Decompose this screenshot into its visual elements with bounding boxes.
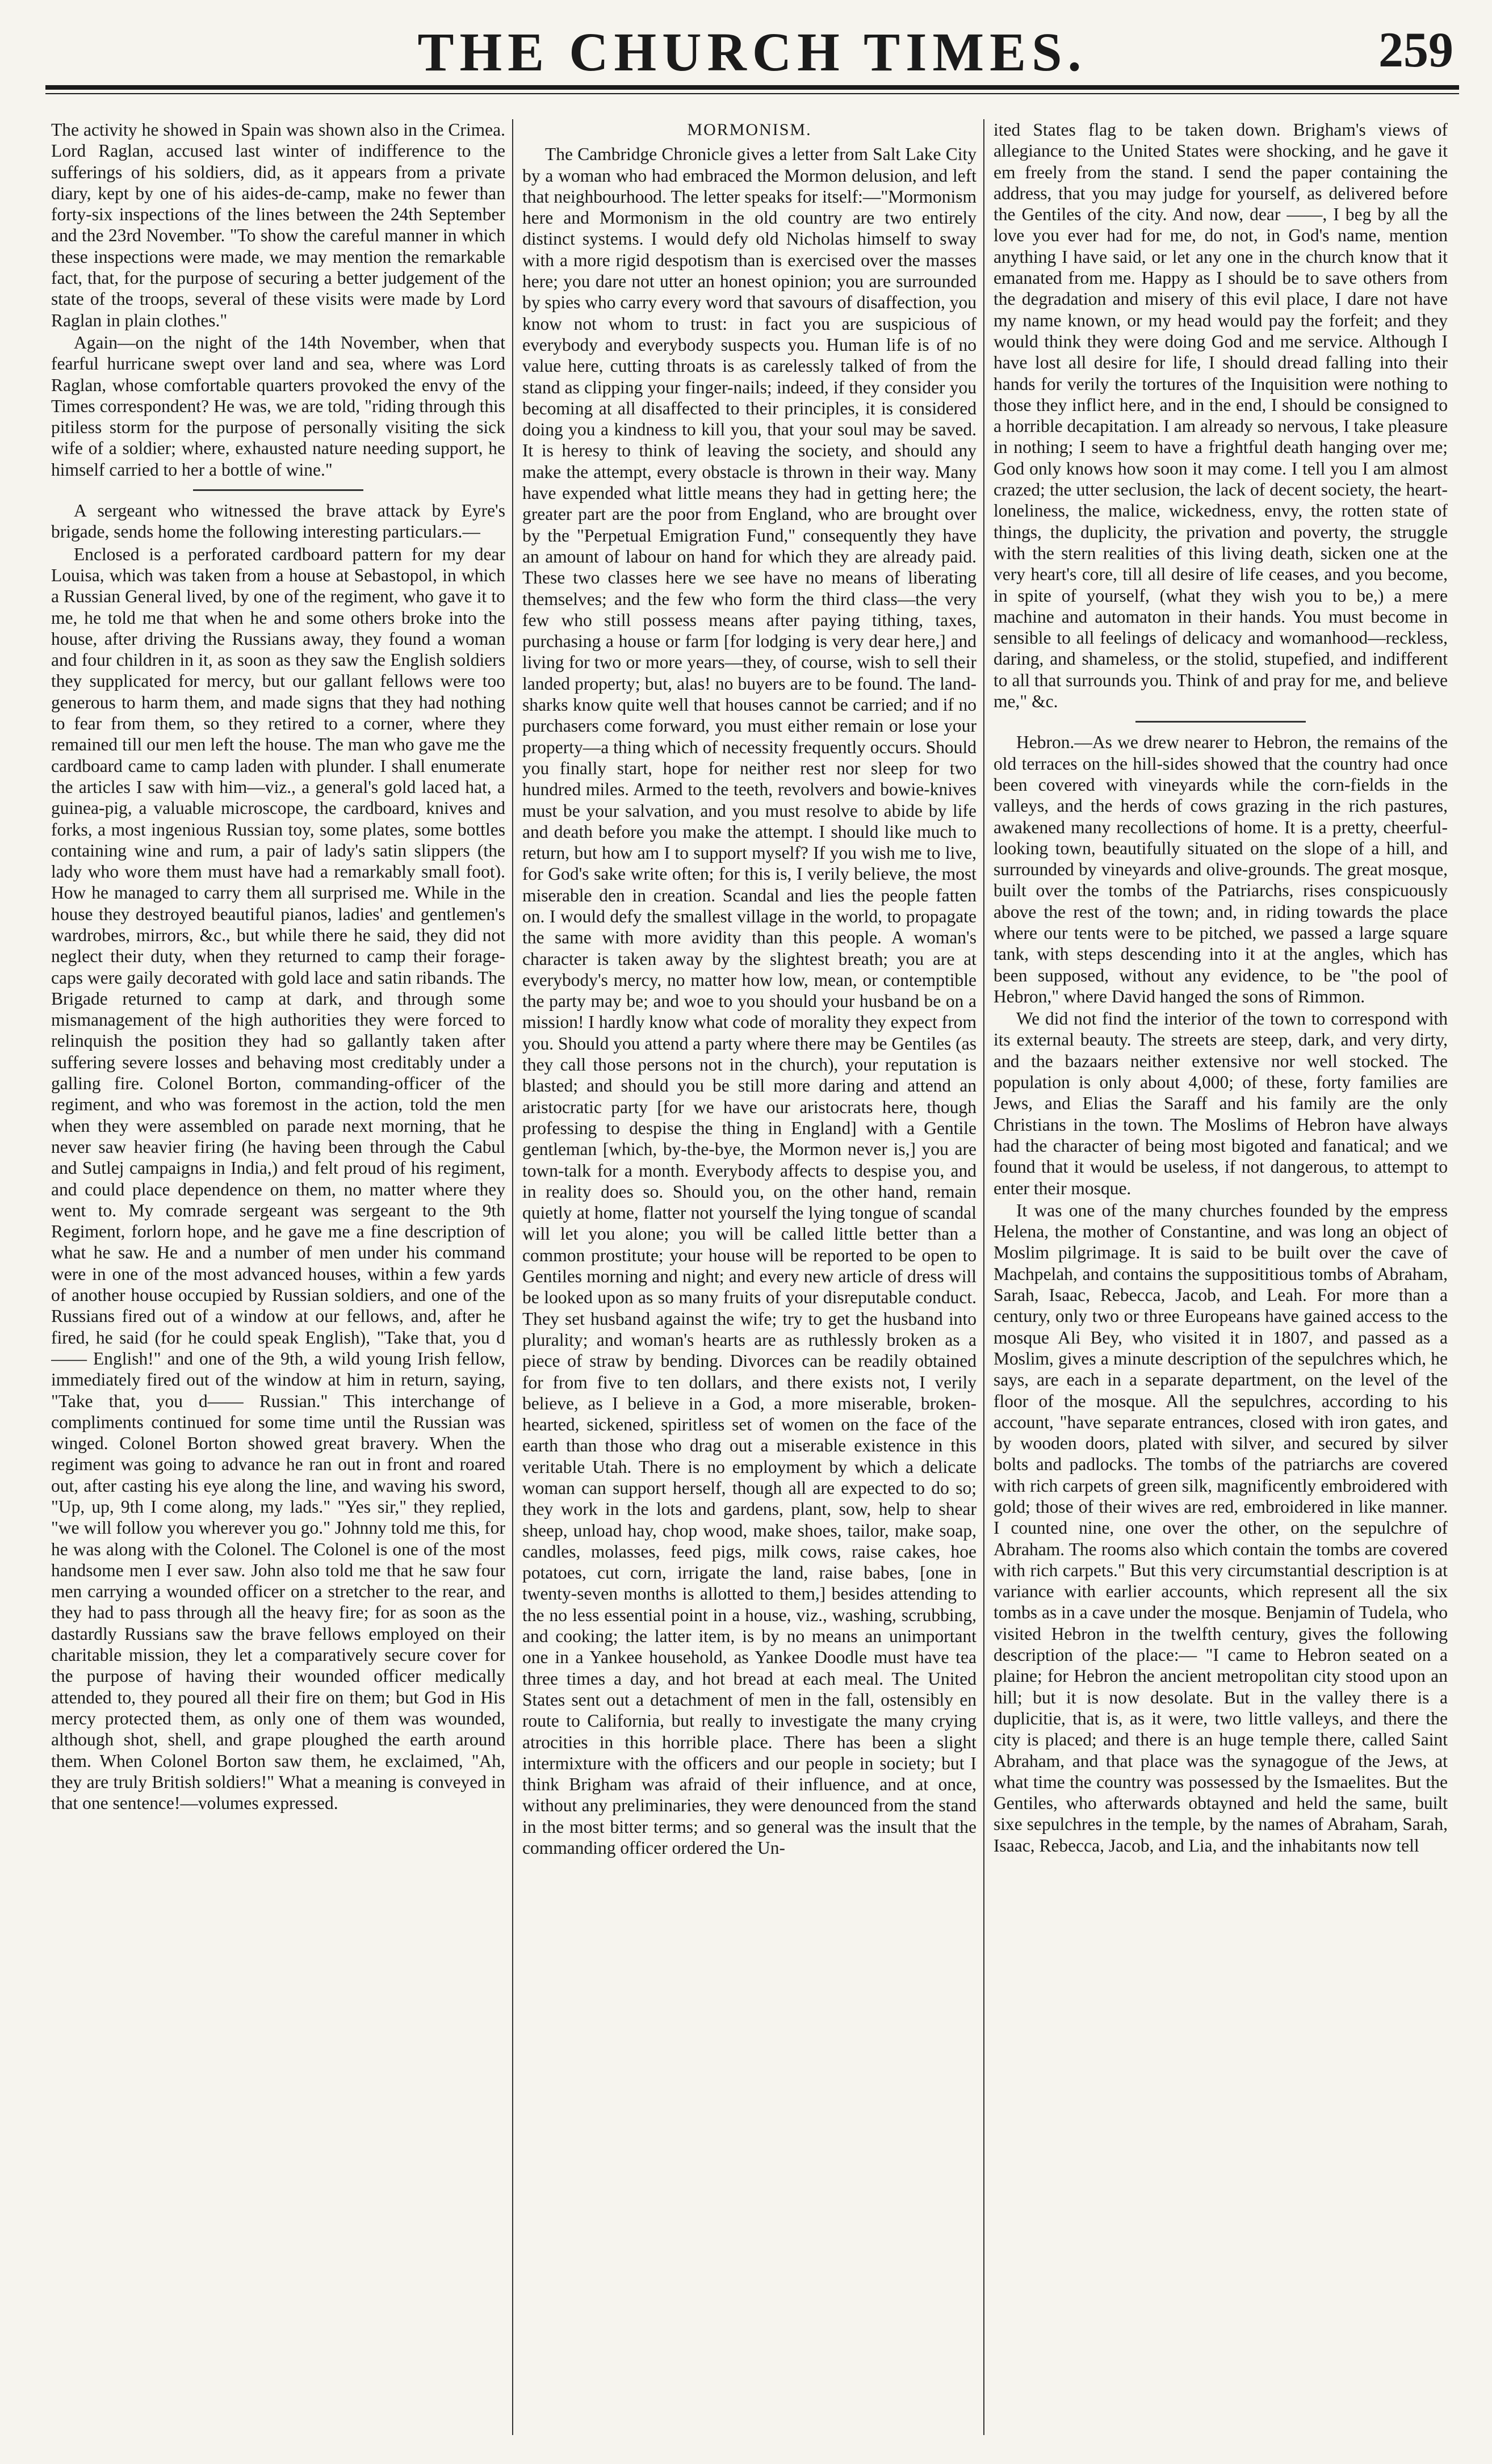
paragraph: A sergeant who witnessed the brave attack by Eyre's brigade, sends home the following interesting particulars.— [51,501,505,542]
masthead-rule-thin [45,93,1459,94]
paragraph: Again—on the night of the 14th November, when that fearful hurricane swept over land and sea, where was Lord Raglan, whose comfortable quarters provoked the envy of the Times correspondent? He was, we are told, "riding through this pitiless storm for the purpose of personally visiting the sick wife of a soldier; where, exhausted nature needing support, he himself carried to her a bottle of wine." [51,332,505,480]
section-divider [1135,721,1306,723]
article-heading: MORMONISM. [687,120,812,139]
column-2 [522,119,976,2446]
section-divider [193,489,363,491]
paragraph: We did not find the interior of the town to correspond with its external beauty. The streets are steep, dark, and very dirty, and the bazaars neither extensive nor well stocked. The population is only about 4,000; of these, forty families are Jews, and Elias the Saraff and his family are the only Christians in the town. The Moslims of Hebron have always had the character of being most bigoted and fanatical; and we found that it would be useless, if not dangerous, to attempt to enter their mosque. [994,1009,1448,1198]
paragraph: Hebron.—As we drew nearer to Hebron, the remains of the old terraces on the hill-sides showed that the country had once been covered with vineyards while the corn-fields in the valleys, and the herds of cows grazing in the rich pastures, awakened many recollections of home. It is a pretty, cheerful-looking town, beautifully situated on the slope of a hill, and surrounded by vineyards and olive-grounds. The great mosque, built over the tombs of the Patriarchs, rises conspicuously above the rest of the town; and, in riding towards the place where our tents were to be pitched, we passed a large square tank, with steps descending into it at the angles, which has been supposed, without any evidence, to be "the pool of Hebron," where David hanged the sons of Rimmon. [994,732,1448,1006]
column-3 [994,119,1448,2446]
paragraph: It was one of the many churches founded by the empress Helena, the mother of Constantine, and was long an object of Moslim pilgrimage. It is said to be built over the cave of Machpelah, and contains the supposititious tombs of Abraham, Sarah, Isaac, Rebecca, Jacob, and Leah. For more than a century, only two or three Europeans have gained access to the mosque Ali Bey, who visited it in 1807, and passed as a Moslim, gives a minute description of the sepulchres which, he says, are each in a separate department, on the level of the floor of the mosque. All the sepulchres, according to his account, "have separate entrances, closed with iron gates, and by wooden doors, plated with silver, and secured by silver bolts and padlocks. The tombs of the patriarchs are covered with rich carpets of green silk, magnificently embroidered with gold; those of their wives are red, embroidered in like manner. I counted nine, one over the other, on the sepulchre of Abraham. The rooms also which contain the tombs are covered with rich carpets." But this very circumstantial description is at variance with earlier accounts, which represent all the six tombs as in a cave under the mosque. Benjamin of Tudela, who visited Hebron in the twelfth century, gives the following description of the place:— "I came to Hebron seated on a plaine; for Hebron the ancient metropolitan city stood upon an hill; but it is now desolate. But in the valley there is a duplicitie, that is, as it were, two little valleys, and there the city is placed; and there is an huge temple there, called Saint Abraham, and that place was the synagogue of the Jews, at what time the country was possessed by the Ismaelites. But the Gentiles, who afterwards obtayned and held the same, built sixe sepulchres in the temple, by the names of Abraham, Sarah, Isaac, Rebecca, Jacob, and Lia, and the inhabitants now tell [994,1200,1448,1856]
paragraph: The activity he showed in Spain was shown also in the Crimea. Lord Raglan, accused last winter of indifference to the sufferings of his soldiers, did, as it appears from a private diary, kept by one of his aides-de-camp, make no fewer than forty-six inspections of the lines between the 24th September and the 23rd November. "To show the careful manner in which these inspections were made, we may mention the remarkable fact, that, for the purpose of securing a better judgement of the state of the troops, several of these visits were made by Lord Raglan in plain clothes." [51,120,505,330]
paragraph: The Cambridge Chronicle gives a letter from Salt Lake City by a woman who had embraced the Mormon delusion, and left that neighbourhood. The letter speaks for itself:—"Mormonism here and Mormonism in the old country are two entirely distinct systems. I would defy old Nicholas himself to sway with a more rigid despotism than is exercised over the masses here; you dare not utter an honest opinion; you are surrounded by spies who carry every word that savours of disaffection, you know not whom to trust: in fact you are suspicious of everybody and everybody suspects you. Human life is of no value here, cutting throats is as carelessly talked of from the stand as clipping your finger-nails; indeed, if they consider you becoming at all disaffected to their principles, it is considered doing you a kindness to kill you, that your soul may be saved. It is heresy to think of leaving the society, and should any make the attempt, every obstacle is thrown in their way. Many have expended what little means they had in getting here; the greater part are the poor from England, who are brought over by the "Perpetual Emigration Fund," consequently they have an amount of labour on hand for which they are already paid. These two classes here we see have no means of liberating themselves; and the few who form the third class—the very few who still possess means after paying tithing, taxes, purchasing a house or farm [for lodging is very dear here,] and living for two or more years—they, of course, wish to sell their landed property; but, alas! no buyers are to be found. The land-sharks know quite well that houses cannot be carried; and if no purchasers come forward, you must either remain or lose your property—a thing which of necessity frequently occurs. Should you finally start, hope for neither rest nor sleep for two hundred miles. Armed to the teeth, revolvers and bowie-knives must be your salvation, and you must resolve to abide by life and death before you make the attempt. I should like much to return, but how am I to support myself? If you wish me to live, for God's sake write often; for this is, I verily believe, the most miserable den in creation. Scandal and lies the people fatten on. I would defy the smallest village in the world, to propagate the same with more avidity than this people. A woman's character is taken away by the slightest breath; you are at everybody's mercy, no matter how low, mean, or contemptible the party may be; and woe to you should your husband be on a mission! I hardly know what code of morality they expect from you. Should you attend a party where there may be Gentiles (as they call those persons not in the church), your reputation is blasted; and should you be still more daring and attend an aristocratic party [for we have our aristocrats here, though professing to despise the thing in England] with a Gentile gentleman [which, by-the-bye, the Mormon never is,] you are town-talk for a month. Everybody affects to despise you, and in reality does so. Should you, on the other hand, remain quietly at home, flatter not yourself the lying tongue of scandal will let you alone; you will be called little better than a common prostitute; your house will be reported to be open to Gentiles morning and night; and every new article of dress will be looked upon as so many fruits of your disreputable conduct. They set husband against the wife; try to get the husband into plurality; and woman's hearts are as ruthlessly broken as a piece of straw by bending. Divorces can be readily obtained for from five to ten dollars, and there exists not, I verily believe, as I believe in a God, a more miserable, broken-hearted, sickened, spiritless set of women on the face of the earth than those who drag out a miserable existence in this veritable Utah. There is no employment by which a delicate woman can support herself, though all are expected to do so; they work in the lots and gardens, plant, sow, help to shear sheep, unload hay, chop wood, make shoes, tailor, make soap, candles, molasses, feed pigs, milk cows, raise cakes, hoe potatoes, cut corn, irrigate the land, raise babes, [one in twenty-seven months is allotted to them,] besides attending to the no less essential point in a house, viz., washing, scrubbing, and cooking; the latter item, is by no means an unimportant one in a Yankee household, as Yankee Doodle must have tea three times a day, and hot bread at each meal. The United States sent out a detachment of men in the fall, ostensibly en route to California, but really to investigate the many crying atrocities in this horrible place. There has been a slight intermixture with the officers and our people in society; but I think Brigham was afraid of their influence, and at once, without any preliminaries, they were denounced from the stand in the most bitter terms; and so general was the insult that the commanding officer ordered the Un- [522,144,976,1858]
page-number: 259 [1378,23,1453,78]
masthead-rule [45,85,1459,90]
paragraph: Enclosed is a perforated cardboard pattern for my dear Louisa, which was taken from a house at Sebastopol, in which a Russian General lived, by one of the regiment, who gave it to me, he told me that when he and some others broke into the house, after driving the Russians away, they found a woman and four children in it, as soon as they saw the English soldiers they supplicated for mercy, but our gallant fellows were too generous to harm them, and made signs that they had nothing to fear from them, so they retired to a corner, where they remained till our men left the house. The man who gave me the cardboard came to camp laden with plunder. I shall enumerate the articles I saw with him—viz., a general's gold laced hat, a guinea-pig, a valuable microscope, the cardboard, knives and forks, a most ingenious Russian toy, some plates, some bottles containing wine and rum, a pair of lady's satin slippers (the lady who wore them must have had a remarkably small foot). How he managed to carry them all surprised me. While in the house they destroyed beautiful pianos, ladies' and gentlemen's wardrobes, mirrors, &c., but while there he said, they did not neglect their duty, when they returned to camp their forage-caps were gaily decorated with gold lace and satin ribands. The Brigade returned to camp at dark, and through some mismanagement of the high authorities they were forced to relinquish the position they had so gallantly taken after suffering severe losses and behaving most creditably under a galling fire. Colonel Borton, commanding-officer of the regiment, and who was foremost in the action, told the men when they were assembled on parade next morning, that he never saw heavier firing (he having been through the Cabul and Sutlej campaigns in India,) and felt proud of his regiment, and could place dependence on them, no matter where they went to. My comrade sergeant was sergeant to the 9th Regiment, forlorn hope, and he gave me a fine description of what he saw. He and a number of men under his command were in one of the most advanced houses, within a few yards of another house occupied by Russian soldiers, and one of the Russians fired out of a window at our fellows, and, after he fired, he said (for he could speak English), "Take that, you d—— English!" and one of the 9th, a wild young Irish fellow, immediately fired out of the window at him in return, saying, "Take that, you d—— Russian." This interchange of compliments continued for some time until the Russian was winged. Colonel Borton showed great bravery. When the regiment was going to advance he ran out in front and roared out, after casting his eye along the line, and waving his sword, "Up, up, 9th I come along, my lads." "Yes sir," they replied, "we will follow you wherever you go." Johnny told me this, for he was along with the Colonel. The Colonel is one of the most handsome men I ever saw. John also told me that he saw four men carrying a wounded officer on a stretcher to the rear, and they had to pass through all the heavy fire; for as soon as the dastardly Russians saw the brave fellows employed on their charitable mission, they let a comparatively secure cover for the purpose of having their wounded officer medically attended to, they poured all their fire on them; but God in His mercy protected them, as only one of them was wounded, although shot, shell, and grape ploughed the earth around them. When Colonel Borton saw them, he exclaimed, "Ah, they are truly British soldiers!" What a meaning is conveyed in that one sentence!—volumes expressed. [51,544,505,1814]
masthead [51,17,1453,85]
column-divider [512,119,513,2435]
column-divider [983,119,984,2435]
paragraph: ited States flag to be taken down. Brigham's views of allegiance to the United States were shocking, and he gave it em freely from the stand. I send the paper containing the address, that you may judge for yourself, as delivered before the Gentiles of the city. And now, dear ——, I beg by all the love you ever had for me, do not, in God's name, mention anything I have said, or let any one in the church know that it emanated from me. Happy as I should be to save others from the degradation and misery of this evil place, I dare not have my name known, or my head would pay the forfeit; and they would think they were doing God and me service. Although I have lost all desire for life, I should dread falling into their hands for verily the tortures of the Inquisition were nothing to those they inflict here, and in the end, I should be consigned to a horrible decapitation. I am already so nervous, I take pleasure in nothing; I seem to have a frightful death hanging over me; God only knows how soon it may come. I tell you I am almost crazed; the utter seclusion, the lack of decent society, the heart-loneliness, the malice, wickedness, envy, the rotten state of things, the duplicity, the privation and poverty, the struggle with the stern realities of this living death, sicken one at the very heart's core, till all desire of life ceases, and you become, in spite of yourself, (what they wish you to be,) a mere machine and automaton in their hands. You must become in sensible to all feelings of delicacy and womanhood—reckless, daring, and shameless, or the stolid, stupefied, and indifferent to all that surrounds you. Think of and pray for me, and believe me," &c. [994,120,1448,712]
newspaper-title: THE CHURCH TIMES. [417,22,1087,82]
column-1 [51,119,505,2446]
